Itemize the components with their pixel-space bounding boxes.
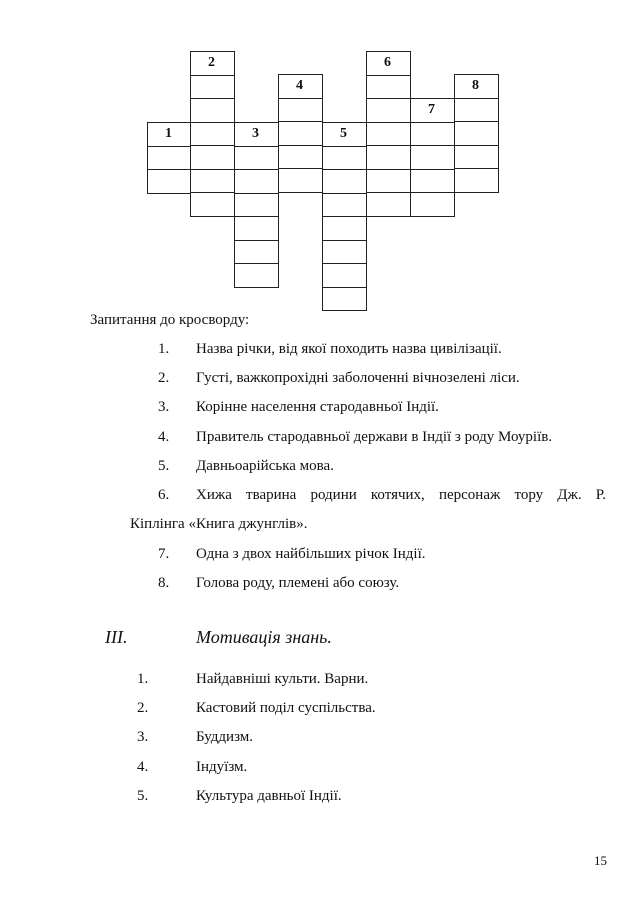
crossword-clue-number: 8	[472, 78, 479, 93]
section-item-number: 5.	[137, 788, 149, 804]
section-title: Мотивація знань.	[196, 627, 332, 647]
crossword-cell	[147, 122, 192, 147]
section-item-text: Індуїзм.	[196, 759, 248, 775]
crossword-cell	[190, 169, 235, 194]
crossword-cell	[410, 98, 455, 123]
crossword-cell	[190, 75, 235, 100]
crossword-cell	[234, 122, 279, 147]
question-text: Голова роду, племені або союзу.	[196, 575, 400, 591]
question-number: 4.	[158, 429, 170, 445]
crossword-cell	[234, 193, 279, 218]
question-number: 3.	[158, 399, 170, 415]
crossword-cell	[410, 122, 455, 147]
question-number: 1.	[158, 341, 170, 357]
question-number: 8.	[158, 575, 170, 591]
crossword-cell	[366, 51, 411, 76]
crossword-cell	[322, 146, 367, 171]
crossword-cell	[322, 169, 367, 194]
crossword-cell	[190, 192, 235, 217]
question-text: Правитель стародавньої держави в Індії з роду Моуріїв.	[196, 429, 553, 445]
section-item-number: 1.	[137, 671, 149, 687]
crossword-cell	[454, 168, 499, 193]
crossword-clue-number: 6	[384, 55, 391, 70]
crossword-cell	[278, 121, 323, 146]
crossword-cell	[454, 74, 499, 99]
page-number: 15	[594, 853, 607, 868]
crossword-cell	[234, 146, 279, 171]
crossword-cell	[234, 240, 279, 265]
questions-title: Запитання до кросворду:	[90, 312, 250, 328]
crossword-clue-number: 1	[165, 126, 172, 141]
crossword-cell	[366, 75, 411, 100]
crossword-cell	[410, 169, 455, 194]
section-item-text: Буддизм.	[196, 729, 254, 745]
crossword-cell	[234, 263, 279, 288]
section-item-number: 3.	[137, 729, 149, 745]
crossword-cell	[454, 98, 499, 123]
crossword-cell	[322, 216, 367, 241]
section-item-text: Найдавніші культи. Варни.	[196, 671, 369, 687]
crossword-cell	[322, 193, 367, 218]
crossword-cell	[322, 240, 367, 265]
section-item-number: 2.	[137, 700, 149, 716]
crossword-cell	[366, 192, 411, 217]
question-number: 6.	[158, 487, 170, 503]
question-text-continued: Кіплінга «Книга джунглів».	[130, 516, 308, 532]
crossword-cell	[190, 145, 235, 170]
question-text: Хижа тварина родини котячих, персонаж тору Дж. Р.	[196, 487, 606, 503]
question-text: Давньоарійська мова.	[196, 458, 334, 474]
section-item-number: 4.	[137, 759, 149, 775]
crossword-cell	[190, 122, 235, 147]
crossword-cell	[190, 98, 235, 123]
question-text: Корінне населення стародавньої Індії.	[196, 399, 439, 415]
crossword-cell	[454, 121, 499, 146]
crossword-cell	[322, 263, 367, 288]
crossword-cell	[234, 216, 279, 241]
crossword-cell	[190, 51, 235, 76]
crossword-cell	[147, 146, 192, 171]
crossword-cell	[366, 122, 411, 147]
section-roman-numeral: ІІІ.	[105, 627, 128, 647]
crossword-cell	[278, 74, 323, 99]
crossword-clue-number: 2	[208, 55, 215, 70]
question-text: Одна з двох найбільших річок Індії.	[196, 546, 426, 562]
crossword-cell	[410, 145, 455, 170]
question-text: Назва річки, від якої походить назва цивілізації.	[196, 341, 502, 357]
question-number: 5.	[158, 458, 170, 474]
question-number: 2.	[158, 370, 170, 386]
crossword-clue-number: 4	[296, 78, 303, 93]
crossword-cell	[366, 145, 411, 170]
crossword-cell	[147, 169, 192, 194]
crossword-cell	[278, 145, 323, 170]
crossword-cell	[454, 145, 499, 170]
crossword-cell	[234, 169, 279, 194]
crossword-cell	[322, 122, 367, 147]
crossword-cell	[322, 287, 367, 312]
crossword-cell	[278, 98, 323, 123]
section-item-text: Кастовий поділ суспільства.	[196, 700, 376, 716]
section-item-text: Культура давньої Індії.	[196, 788, 342, 804]
crossword-clue-number: 5	[340, 126, 347, 141]
crossword-cell	[278, 168, 323, 193]
crossword-clue-number: 7	[428, 102, 435, 117]
question-text: Густі, важкопрохідні заболоченні вічнозелені ліси.	[196, 370, 520, 386]
crossword-clue-number: 3	[252, 126, 259, 141]
crossword-cell	[366, 169, 411, 194]
crossword-cell	[410, 192, 455, 217]
question-number: 7.	[158, 546, 170, 562]
crossword-cell	[366, 98, 411, 123]
